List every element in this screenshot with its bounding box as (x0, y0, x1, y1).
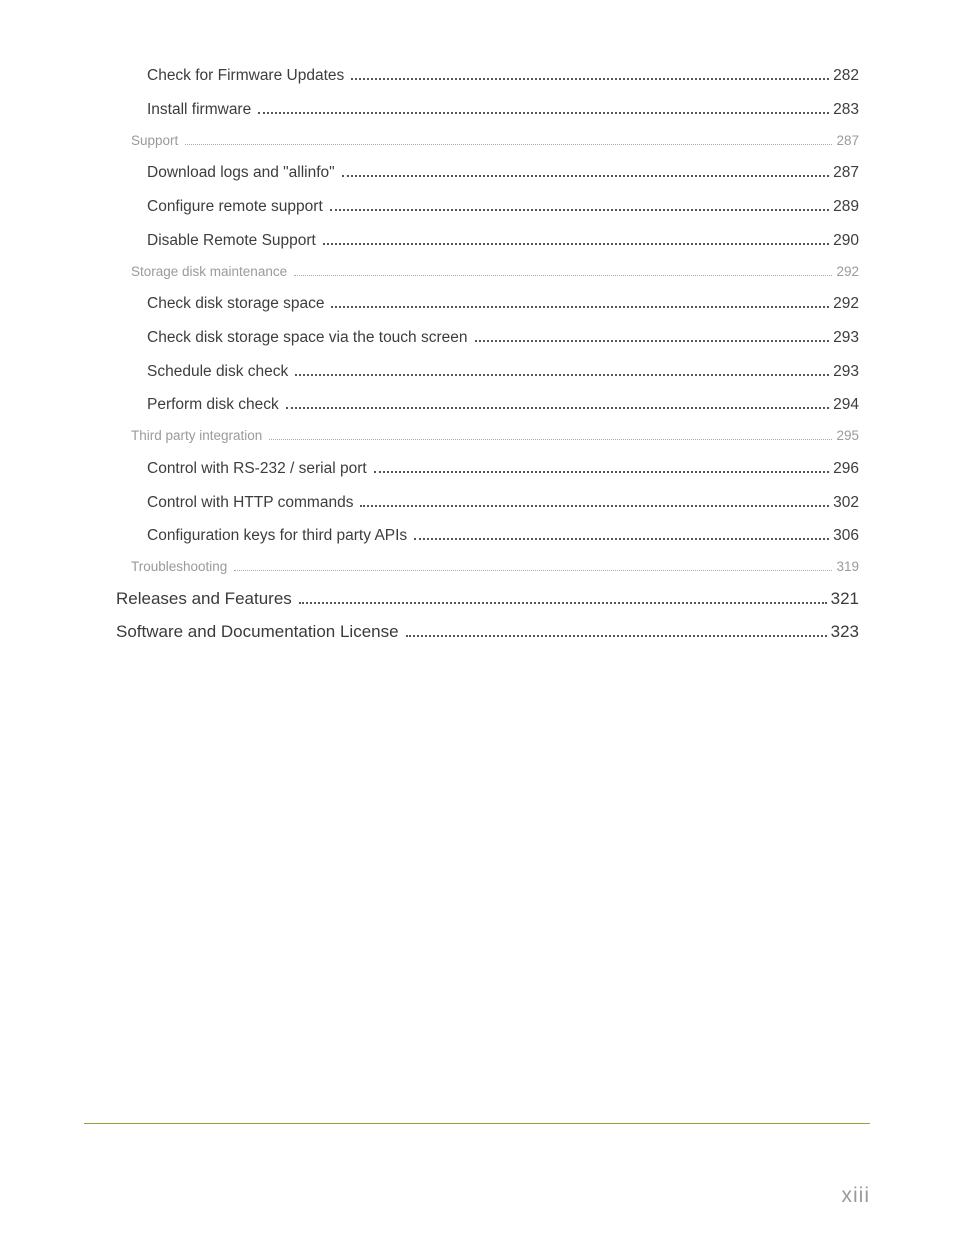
toc-entry-title: Check for Firmware Updates (147, 67, 345, 84)
toc-entry-page: 323 (830, 622, 859, 641)
toc-entry-page: 321 (830, 589, 859, 608)
toc-entry-title: Check disk storage space (147, 295, 325, 312)
toc-entry-page: 295 (836, 428, 859, 443)
toc-entry-page: 292 (833, 295, 859, 312)
toc-entry-title: Software and Documentation License (116, 622, 399, 641)
dot-leader (406, 635, 827, 637)
toc-entry-page: 283 (833, 101, 859, 118)
toc-entry-page: 296 (833, 460, 859, 477)
page-number: xiii (841, 1184, 870, 1207)
dot-leader (294, 275, 832, 276)
toc-entry-title: Perform disk check (147, 396, 279, 413)
toc-entry-page: 282 (833, 67, 859, 84)
toc-entry-title: Support (131, 133, 179, 148)
toc-entry-title: Download logs and "allinfo" (147, 164, 335, 181)
toc-entry-title: Releases and Features (116, 589, 292, 608)
toc-entry-title: Disable Remote Support (147, 232, 316, 249)
dot-leader (295, 374, 829, 376)
dot-leader (330, 209, 829, 211)
toc-entry-page: 294 (833, 396, 859, 413)
toc-section-storage-disk-maintenance[interactable] (131, 264, 859, 279)
dot-leader (299, 602, 827, 604)
toc-entry-title: Check disk storage space via the touch screen (147, 329, 468, 346)
dot-leader (414, 538, 829, 540)
toc-entry-configure-remote-support[interactable] (147, 198, 859, 216)
toc-entry-perform-disk-check[interactable] (147, 396, 859, 414)
dot-leader (185, 144, 832, 145)
toc-entry-title: Control with HTTP commands (147, 494, 354, 511)
toc-entry-page: 292 (836, 264, 859, 279)
toc-section-third-party-integration[interactable] (131, 428, 859, 443)
toc-entry-title: Control with RS-232 / serial port (147, 460, 367, 477)
footer-divider (84, 1123, 870, 1124)
toc-entry-title: Third party integration (131, 428, 263, 443)
toc-chapter-software-license[interactable] (116, 622, 859, 642)
toc-entry-page: 290 (833, 232, 859, 249)
dot-leader (342, 175, 829, 177)
toc-entry-page: 306 (833, 527, 859, 544)
dot-leader (258, 112, 829, 114)
dot-leader (234, 570, 832, 571)
toc-entry-page: 287 (836, 133, 859, 148)
dot-leader (331, 306, 829, 308)
toc-entry-page: 289 (833, 198, 859, 215)
toc-entry-check-disk-storage-space[interactable] (147, 295, 859, 313)
toc-entry-check-disk-storage-touch-screen[interactable] (147, 329, 859, 347)
toc-section-troubleshooting[interactable] (131, 559, 859, 574)
dot-leader (286, 407, 829, 409)
toc-entry-control-http[interactable] (147, 494, 859, 512)
dot-leader (269, 439, 832, 440)
toc-entry-title: Configuration keys for third party APIs (147, 527, 408, 544)
toc-entry-page: 293 (833, 363, 859, 380)
toc-section-support[interactable] (131, 133, 859, 148)
toc-entry-schedule-disk-check[interactable] (147, 363, 859, 381)
toc-entry-download-logs[interactable] (147, 164, 859, 182)
toc-entry-control-rs232[interactable] (147, 460, 859, 478)
toc-entry-title: Install firmware (147, 101, 252, 118)
toc-entry-page: 302 (833, 494, 859, 511)
toc-entry-page: 293 (833, 329, 859, 346)
toc-entry-page: 319 (836, 559, 859, 574)
dot-leader (323, 243, 829, 245)
dot-leader (360, 505, 829, 507)
toc-chapter-releases-and-features[interactable] (116, 589, 859, 609)
toc-entry-configuration-keys[interactable] (147, 527, 859, 545)
toc-entry-title: Storage disk maintenance (131, 264, 288, 279)
toc-entry-install-firmware[interactable] (147, 101, 859, 119)
toc-entry-disable-remote-support[interactable] (147, 232, 859, 250)
toc-entry-title: Configure remote support (147, 198, 323, 215)
toc-entry-page: 287 (833, 164, 859, 181)
dot-leader (475, 340, 830, 342)
toc-entry-title: Troubleshooting (131, 559, 228, 574)
dot-leader (351, 78, 829, 80)
toc-entry-check-for-firmware-updates[interactable] (147, 67, 859, 85)
toc-entry-title: Schedule disk check (147, 363, 289, 380)
dot-leader (374, 471, 829, 473)
